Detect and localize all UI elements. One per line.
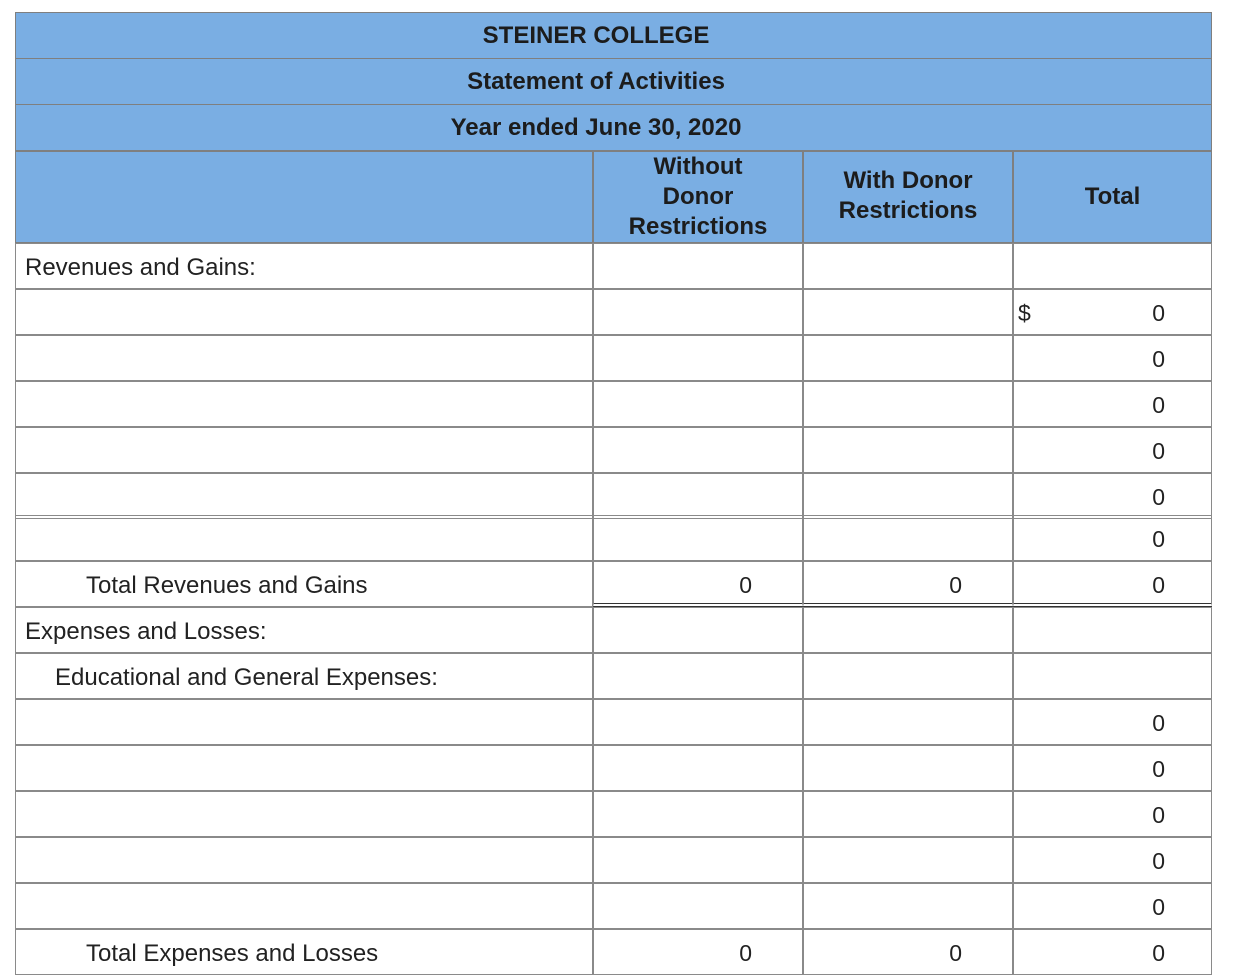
statement-title: Statement of Activities [467,68,725,95]
expense-row [15,837,1212,883]
revenues-section-with-cell [803,243,1013,289]
period-label: Year ended June 30, 2020 [450,114,742,141]
revenue-total-cell [1013,473,1212,519]
total-expenses-row [15,929,1212,975]
expense-total-cell [1013,837,1212,883]
total-expenses-label-cell [15,929,593,975]
revenue-total-value: 0 [1152,438,1165,464]
total-revenues-with-value: 0 [949,572,962,598]
expense-total-value: 0 [1152,802,1165,828]
expenses-section-with-cell [803,607,1013,653]
total-revenues-total-cell [1013,561,1212,607]
revenue-without-input[interactable] [593,335,803,381]
expenses-section-row [15,607,1212,653]
expense-without-input[interactable] [593,791,803,837]
expense-row [15,745,1212,791]
expense-without-input[interactable] [593,745,803,791]
column-without-line1: Without [653,153,743,180]
entity-name: STEINER COLLEGE [482,22,710,49]
expense-total-cell [1013,699,1212,745]
revenue-row [15,473,1212,519]
total-expenses-total-value: 0 [1152,940,1165,966]
period-header [15,104,1212,151]
revenue-total-value: 0 [1152,526,1165,552]
revenue-with-input[interactable] [803,473,1013,519]
entity-header [15,12,1212,59]
column-with-line1: With Donor [843,167,973,194]
total-expenses-without-value: 0 [739,940,752,966]
total-revenues-without-value: 0 [739,572,752,598]
total-revenues-total-value: 0 [1152,572,1165,598]
expenses-subsection-label-cell [15,653,593,699]
expenses-section-total-cell [1013,607,1212,653]
expense-row [15,699,1212,745]
revenue-total-cell [1013,427,1212,473]
currency-symbol: $ [1018,300,1031,326]
revenues-section-row [15,243,1212,289]
expense-total-cell [1013,791,1212,837]
total-expenses-total-cell [1013,929,1212,975]
expense-item-input[interactable] [15,837,593,883]
revenues-section-total-cell [1013,243,1212,289]
expense-with-input[interactable] [803,791,1013,837]
expenses-subsection-with-cell [803,653,1013,699]
revenue-with-input[interactable] [803,289,1013,335]
revenue-item-input[interactable] [15,289,593,335]
expenses-subsection-label: Educational and General Expenses: [55,664,438,691]
expense-row [15,883,1212,929]
column-header-row [15,151,1212,243]
expense-total-value: 0 [1152,894,1165,920]
expense-with-input[interactable] [803,745,1013,791]
expense-item-input[interactable] [15,699,593,745]
expense-item-input[interactable] [15,791,593,837]
revenue-total-value: 0 [1152,300,1165,326]
revenue-total-cell [1013,515,1212,561]
revenues-section-label: Revenues and Gains: [25,254,256,281]
revenue-total-value: 0 [1152,484,1165,510]
expense-with-input[interactable] [803,699,1013,745]
expenses-section-without-cell [593,607,803,653]
expense-with-input[interactable] [803,883,1013,929]
expenses-subsection-row [15,653,1212,699]
revenue-with-input[interactable] [803,427,1013,473]
column-total-label: Total [1084,183,1141,210]
expense-without-input[interactable] [593,837,803,883]
total-revenues-label-cell [15,561,593,607]
revenue-row [15,381,1212,427]
revenue-item-input[interactable] [15,335,593,381]
revenue-without-input[interactable] [593,473,803,519]
revenue-with-input[interactable] [803,381,1013,427]
revenue-row [15,289,1212,335]
revenue-row [15,335,1212,381]
expense-item-input[interactable] [15,883,593,929]
total-revenues-with-cell [803,561,1013,607]
expense-total-cell [1013,745,1212,791]
revenue-total-value: 0 [1152,392,1165,418]
expense-total-value: 0 [1152,848,1165,874]
total-expenses-with-cell [803,929,1013,975]
expenses-section-label: Expenses and Losses: [25,618,267,645]
total-expenses-with-value: 0 [949,940,962,966]
column-without-line3: Restrictions [628,213,768,240]
revenue-item-input[interactable] [15,381,593,427]
column-with-line2: Restrictions [838,197,978,224]
revenue-total-cell [1013,335,1212,381]
expense-with-input[interactable] [803,837,1013,883]
total-expenses-label: Total Expenses and Losses [86,940,379,967]
revenue-without-input[interactable] [593,289,803,335]
revenue-with-input[interactable] [803,335,1013,381]
total-revenues-row [15,561,1212,607]
revenue-item-input[interactable] [15,515,593,561]
revenue-without-input[interactable] [593,515,803,561]
revenue-with-input[interactable] [803,515,1013,561]
column-header-without-donor [593,151,803,243]
revenue-total-cell [1013,289,1212,335]
column-header-total [1013,151,1212,243]
revenues-section-label-cell [15,243,593,289]
revenue-without-input[interactable] [593,427,803,473]
total-revenues-without-cell [593,561,803,607]
revenue-without-input[interactable] [593,381,803,427]
revenue-item-input[interactable] [15,427,593,473]
expense-item-input[interactable] [15,745,593,791]
expense-total-value: 0 [1152,756,1165,782]
total-expenses-without-cell [593,929,803,975]
total-revenues-label: Total Revenues and Gains [86,572,368,599]
expense-without-input[interactable] [593,883,803,929]
expenses-subsection-total-cell [1013,653,1212,699]
revenue-item-input[interactable] [15,473,593,519]
expense-total-value: 0 [1152,710,1165,736]
statement-header [15,58,1212,105]
revenue-row [15,427,1212,473]
revenue-total-cell [1013,381,1212,427]
expense-total-cell [1013,883,1212,929]
column-header-blank [15,151,593,243]
expense-row [15,791,1212,837]
column-header-with-donor [803,151,1013,243]
revenues-section-without-cell [593,243,803,289]
revenue-row [15,515,1212,561]
column-without-line2: Donor [662,183,734,210]
expenses-section-label-cell [15,607,593,653]
expense-without-input[interactable] [593,699,803,745]
expenses-subsection-without-cell [593,653,803,699]
revenue-total-value: 0 [1152,346,1165,372]
